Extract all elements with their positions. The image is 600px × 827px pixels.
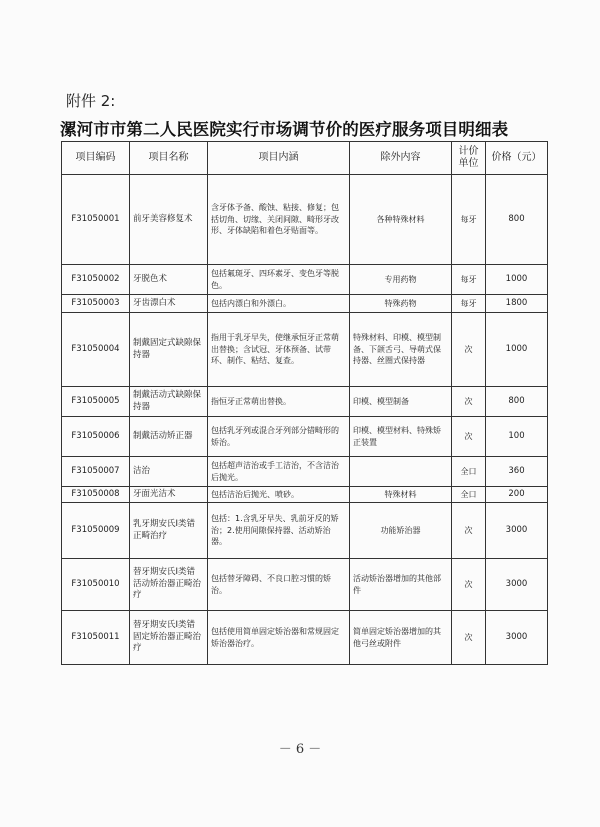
cell-name: 制戴固定式缺隙保持器 [130, 313, 208, 387]
table-row [62, 611, 548, 665]
table-row [62, 487, 548, 503]
cell-exclusion [350, 457, 452, 487]
cell-code: F31050009 [62, 503, 130, 559]
cell-code: F31050007 [62, 457, 130, 487]
cell-exclusion: 各种特殊材料 [350, 175, 452, 265]
header-code: 项目编码 [62, 142, 130, 175]
cell-code: F31050008 [62, 487, 130, 503]
cell-unit: 次 [452, 417, 486, 457]
cell-content: 包括使用简单固定矫治器和常规固定矫治器治疗。 [208, 611, 350, 665]
cell-unit: 全口 [452, 457, 486, 487]
cell-name: 乳牙期安氏Ⅰ类错 正畸治疗 [130, 503, 208, 559]
cell-code: F31050010 [62, 559, 130, 611]
cell-exclusion: 活动矫治器增加的其他部件 [350, 559, 452, 611]
table-row [62, 457, 548, 487]
cell-price: 200 [486, 487, 548, 503]
cell-code: F31050011 [62, 611, 130, 665]
cell-code: F31050004 [62, 313, 130, 387]
cell-name: 制戴活动式缺隙保持器 [130, 387, 208, 417]
price-table [61, 141, 548, 665]
cell-unit: 每牙 [452, 175, 486, 265]
table-row [62, 295, 548, 313]
cell-name: 牙脱色术 [130, 265, 208, 295]
page-number: － 6 － [278, 742, 322, 757]
cell-price: 800 [486, 175, 548, 265]
cell-price: 100 [486, 417, 548, 457]
cell-unit: 每牙 [452, 265, 486, 295]
cell-unit: 次 [452, 313, 486, 387]
cell-price: 360 [486, 457, 548, 487]
cell-unit: 次 [452, 387, 486, 417]
header-price: 价格（元） [486, 142, 548, 175]
cell-exclusion: 简单固定矫治器增加的其他弓丝或附件 [350, 611, 452, 665]
cell-content: 包括洁治后抛光、喷砂。 [208, 487, 350, 503]
table-row [62, 417, 548, 457]
cell-content: 指恒牙正常萌出替换。 [208, 387, 350, 417]
cell-price: 3000 [486, 559, 548, 611]
cell-code: F31050003 [62, 295, 130, 313]
header-content: 项目内涵 [208, 142, 350, 175]
cell-name: 前牙美容修复术 [130, 175, 208, 265]
cell-code: F31050006 [62, 417, 130, 457]
table-row [62, 559, 548, 611]
cell-code: F31050005 [62, 387, 130, 417]
cell-price: 1000 [486, 313, 548, 387]
cell-content: 含牙体予备、酸蚀、粘接、修复；包括切角、切缘、关闭间隙、畸形牙改形、牙体缺陷和着色牙贴面等。 [208, 175, 350, 265]
cell-exclusion: 功能矫治器 [350, 503, 452, 559]
cell-exclusion: 特殊药物 [350, 295, 452, 313]
cell-unit: 次 [452, 559, 486, 611]
table-row [62, 387, 548, 417]
cell-price: 1800 [486, 295, 548, 313]
cell-content: 包括替牙障碍、不良口腔习惯的矫治。 [208, 559, 350, 611]
cell-price: 1000 [486, 265, 548, 295]
cell-content: 包括超声洁治或手工洁治，不含洁治后抛光。 [208, 457, 350, 487]
table-header-row [62, 142, 548, 175]
cell-exclusion: 专用药物 [350, 265, 452, 295]
cell-unit: 全口 [452, 487, 486, 503]
cell-name: 替牙期安氏Ⅰ类错 固定矫治器正畸治疗 [130, 611, 208, 665]
table-row [62, 503, 548, 559]
cell-exclusion: 特殊材料、印模、模型制备、下颌舌弓、导萌式保持器、丝圈式保持器 [350, 313, 452, 387]
cell-exclusion: 印模、模型制备 [350, 387, 452, 417]
cell-unit: 每牙 [452, 295, 486, 313]
cell-content: 指用于乳牙早失，使继承恒牙正常萌出替换；含试冠、牙体预备、试带环、制作、粘结、复查。 [208, 313, 350, 387]
cell-name: 制戴活动矫正器 [130, 417, 208, 457]
cell-unit: 次 [452, 611, 486, 665]
header-name: 项目名称 [130, 142, 208, 175]
cell-name: 替牙期安氏Ⅰ类错 活动矫治器正畸治疗 [130, 559, 208, 611]
cell-exclusion: 印模、模型材料、特殊矫正装置 [350, 417, 452, 457]
header-exclusion: 除外内容 [350, 142, 452, 175]
attachment-label: 附件 2: [66, 92, 116, 110]
table-row [62, 175, 548, 265]
cell-name: 牙齿漂白术 [130, 295, 208, 313]
cell-content: 包括：1.含乳牙早失、乳前牙反的矫治；2.使用间隙保持器、活动矫治器。 [208, 503, 350, 559]
cell-name: 洁治 [130, 457, 208, 487]
cell-content: 包括乳牙列或混合牙列部分错畸形的矫治。 [208, 417, 350, 457]
cell-price: 800 [486, 387, 548, 417]
cell-price: 3000 [486, 503, 548, 559]
cell-code: F31050002 [62, 265, 130, 295]
cell-unit: 次 [452, 503, 486, 559]
cell-name: 牙面光洁术 [130, 487, 208, 503]
cell-price: 3000 [486, 611, 548, 665]
cell-exclusion: 特殊材料 [350, 487, 452, 503]
document-title: 漯河市市第二人民医院实行市场调节价的医疗服务项目明细表 [60, 120, 509, 139]
cell-content: 包括氟斑牙、四环素牙、变色牙等脱色。 [208, 265, 350, 295]
table-row [62, 313, 548, 387]
cell-content: 包括内漂白和外漂白。 [208, 295, 350, 313]
cell-code: F31050001 [62, 175, 130, 265]
header-unit: 计价单位 [452, 142, 486, 175]
table-row [62, 265, 548, 295]
